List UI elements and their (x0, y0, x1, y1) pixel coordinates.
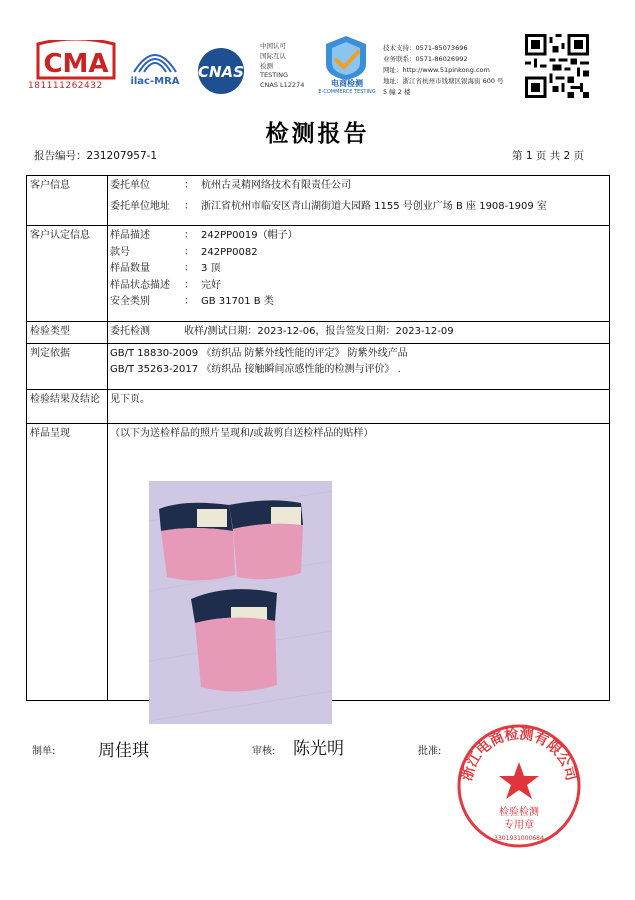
basis-label: 判定依据 (27, 344, 108, 389)
inspection-type-value: 委托检测 (110, 326, 150, 337)
inspection-type-row (27, 322, 609, 344)
result-label: 检验结果及结论 (27, 390, 108, 423)
ecommerce-testing-label: 电商检测 E-COMMERCE TESTING (318, 79, 376, 95)
basis-row (27, 344, 609, 390)
client-confirmed-row (27, 226, 609, 322)
basis-standard-1: GB/T 18830-2009 《纺织品 防紫外线性能的评定》 防紫外线产品 (110, 348, 408, 359)
seal-star-icon (499, 762, 539, 799)
contact-info: 技术支持：0571-85073696 业务联系：0571-86026992 网址：http://www.51pinkong.com 地址：浙江省杭州市钱塘区银海街 600 号 5 幢 2 楼 (383, 44, 504, 96)
inspection-type-label: 检验类型 (27, 322, 108, 343)
approved-by-label: 批准: (418, 746, 442, 757)
accreditation-text: 中国认可 国际互认 检测 TESTING CNAS L12274 (260, 42, 305, 90)
svg-text:CNAS: CNAS (198, 63, 244, 81)
prepared-by-signature: 周佳琪 (98, 741, 149, 761)
cma-text: CMA (43, 49, 109, 79)
prepared-by-label: 制单: (32, 746, 56, 757)
cma-code: 181111262432 (28, 81, 103, 91)
safety-category-field: 安全类别 ： GB 31701 B 类 (110, 296, 274, 307)
basis-standard-2: GB/T 35263-2017 《纺织品 接触瞬间凉感性能的检测与评价》 . (110, 364, 401, 375)
client-info-label: 客户信息 (27, 176, 108, 225)
sample-note: （以下为送检样品的照片呈现和/或裁剪自送检样品的贴样） (110, 428, 374, 439)
svg-text:ilac-MRA: ilac-MRA (130, 76, 180, 87)
ilac-mra-logo (124, 42, 186, 94)
client-name-value: 杭州古灵精网络技术有限责任公司 (201, 180, 351, 191)
style-number-field: 款号 ： 242PP0082 (110, 246, 258, 258)
result-row (27, 390, 609, 424)
report-number: 报告编号：231207957-1 (34, 150, 158, 162)
sample-description-field: 样品描述 ： 242PP0019（帽子） (110, 230, 298, 241)
reviewed-by-label: 审核: (252, 746, 276, 757)
client-name-field: 委托单位 ： 杭州古灵精网络技术有限责任公司 (110, 178, 609, 195)
client-address-value: 浙江省杭州市临安区青山湖街道大园路 1155 号创业广场 B 座 1908-1909 室 (201, 200, 547, 212)
report-title: 检测报告 (265, 120, 370, 147)
sample-condition-field: 样品状态描述 ： 完好 (110, 279, 221, 291)
client-confirmed-label: 客户认定信息 (27, 226, 108, 321)
company-seal (455, 722, 583, 850)
result-value: 见下页。 (110, 394, 150, 405)
reviewed-by-signature: 陈光明 (293, 739, 344, 759)
svg-text:浙江电商检测有限公司: 浙江电商检测有限公司 (459, 726, 579, 783)
inspection-dates: 收样/测试日期：2023-12-06，报告签发日期：2023-12-09 (184, 326, 454, 337)
svg-text:检验检测: 检验检测 (499, 807, 539, 818)
sample-label: 样品呈现 (27, 424, 108, 700)
page-info: 第 1 页 共 2 页 (512, 150, 585, 162)
client-info-row (27, 176, 609, 226)
cnas-logo (188, 46, 254, 96)
svg-text:专用章: 专用章 (504, 820, 534, 831)
svg-text:3301931000684: 3301931000684 (494, 835, 544, 842)
qr-code[interactable] (525, 34, 589, 98)
client-address-field: 委托单位地址 ： 浙江省杭州市临安区青山湖街道大园路 1155 号创业广场 B 座 1908-1909 室 (110, 199, 609, 216)
sample-photo (149, 481, 332, 724)
sample-quantity-field: 样品数量 ： 3 顶 (110, 263, 221, 274)
